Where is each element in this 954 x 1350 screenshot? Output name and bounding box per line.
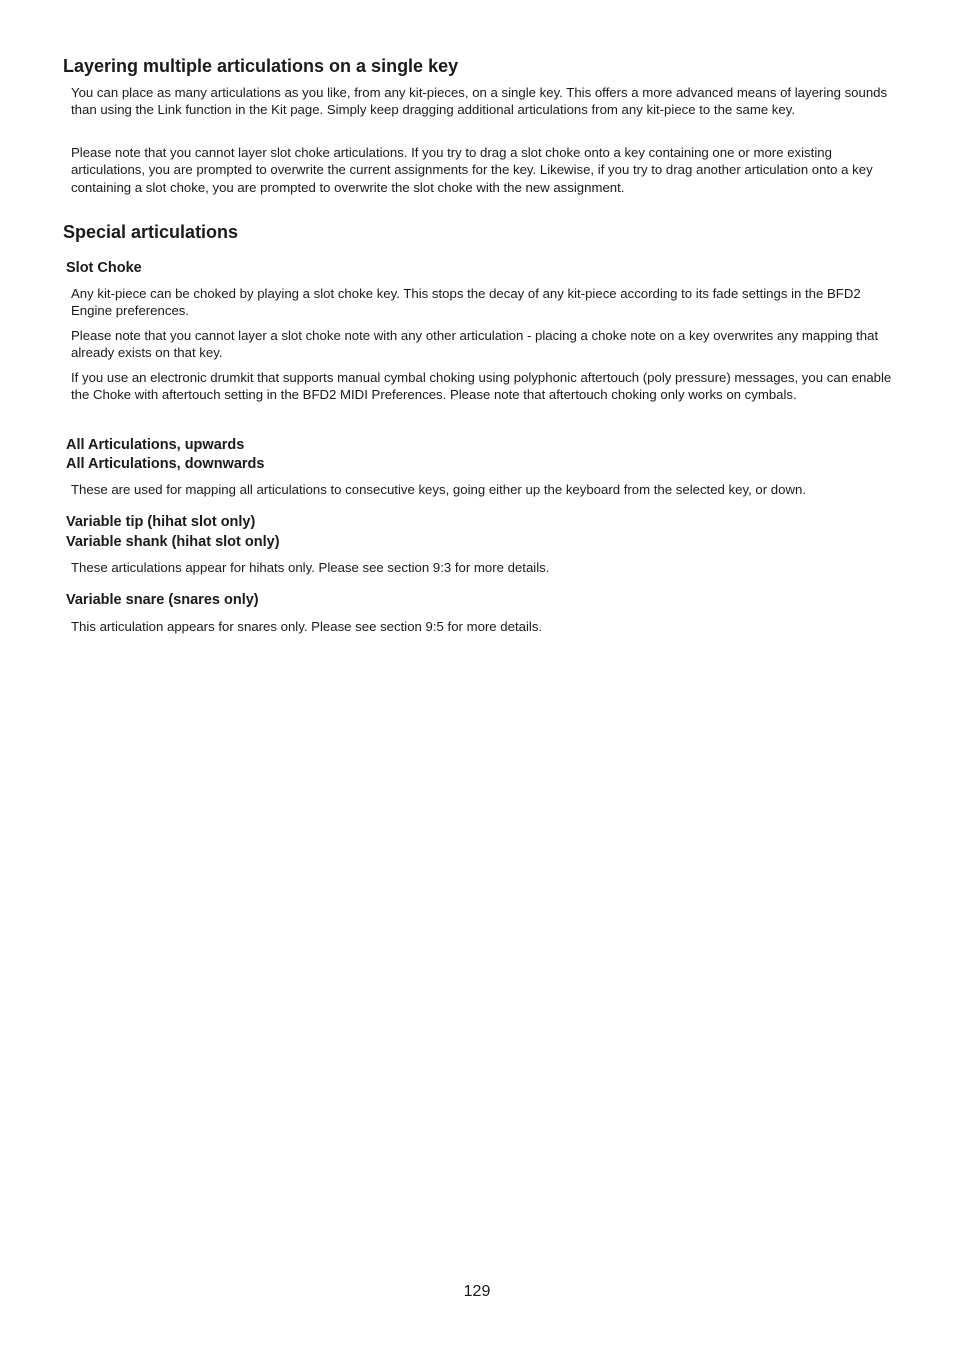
paragraph-slot-choke-2: Please note that you cannot layer a slot choke note with any other articulation - placing a choke note on a key overwrites any mapping that already exists on that key. [71, 328, 879, 361]
paragraph-variable-tip: These articulations appear for hihats only. Please see section 9:3 for more details. [71, 560, 550, 575]
heading-variable-snare: Variable snare (snares only) [66, 592, 259, 608]
paragraph-slot-choke-1: Any kit-piece can be choked by playing a slot choke key. This stops the decay of any kit-piece according to its fade settings in the BFD2 Engine preferences. [71, 286, 861, 319]
paragraph-all-articulations: These are used for mapping all articulations to consecutive keys, going either up the keyboard from the selected key, or down. [71, 482, 806, 497]
paragraph-layering-1: You can place as many articulations as you like, from any kit-pieces, on a single key. This offers a more advanced means of layering sounds than using the Link function in the Kit page. Simply keep dragging additional articulations from any kit-piece to the same key. [71, 85, 888, 118]
heading-all-articulations-downwards: All Articulations, downwards [66, 456, 265, 472]
heading-all-articulations-upwards: All Articulations, upwards [66, 437, 245, 453]
paragraph-layering-2: Please note that you cannot layer slot choke articulations. If you try to drag a slot choke onto a key containing one or more existing articulations, you are prompted to overwrite the current assignments for the key. Likewise, if you try to drag another articulation onto a key containing a slot choke, you are prompted to overwrite the slot choke with the new assignment. [71, 145, 873, 195]
page-number: 129 [463, 1283, 491, 1300]
heading-variable-shank: Variable shank (hihat slot only) [66, 534, 280, 550]
paragraph-slot-choke-3: If you use an electronic drumkit that supports manual cymbal choking using polyphonic aftertouch (poly pressure) messages, you can enable the Choke with aftertouch setting in the BFD2 MIDI Preferences. Please note that aftertouch choking only works on cymbals. [71, 370, 892, 403]
heading-layering: Layering multiple articulations on a single key [63, 56, 459, 76]
paragraph-variable-snare: This articulation appears for snares only. Please see section 9:5 for more details. [71, 619, 543, 634]
heading-slot-choke: Slot Choke [66, 260, 142, 276]
heading-special-articulations: Special articulations [63, 222, 239, 242]
heading-variable-tip: Variable tip (hihat slot only) [66, 514, 256, 530]
